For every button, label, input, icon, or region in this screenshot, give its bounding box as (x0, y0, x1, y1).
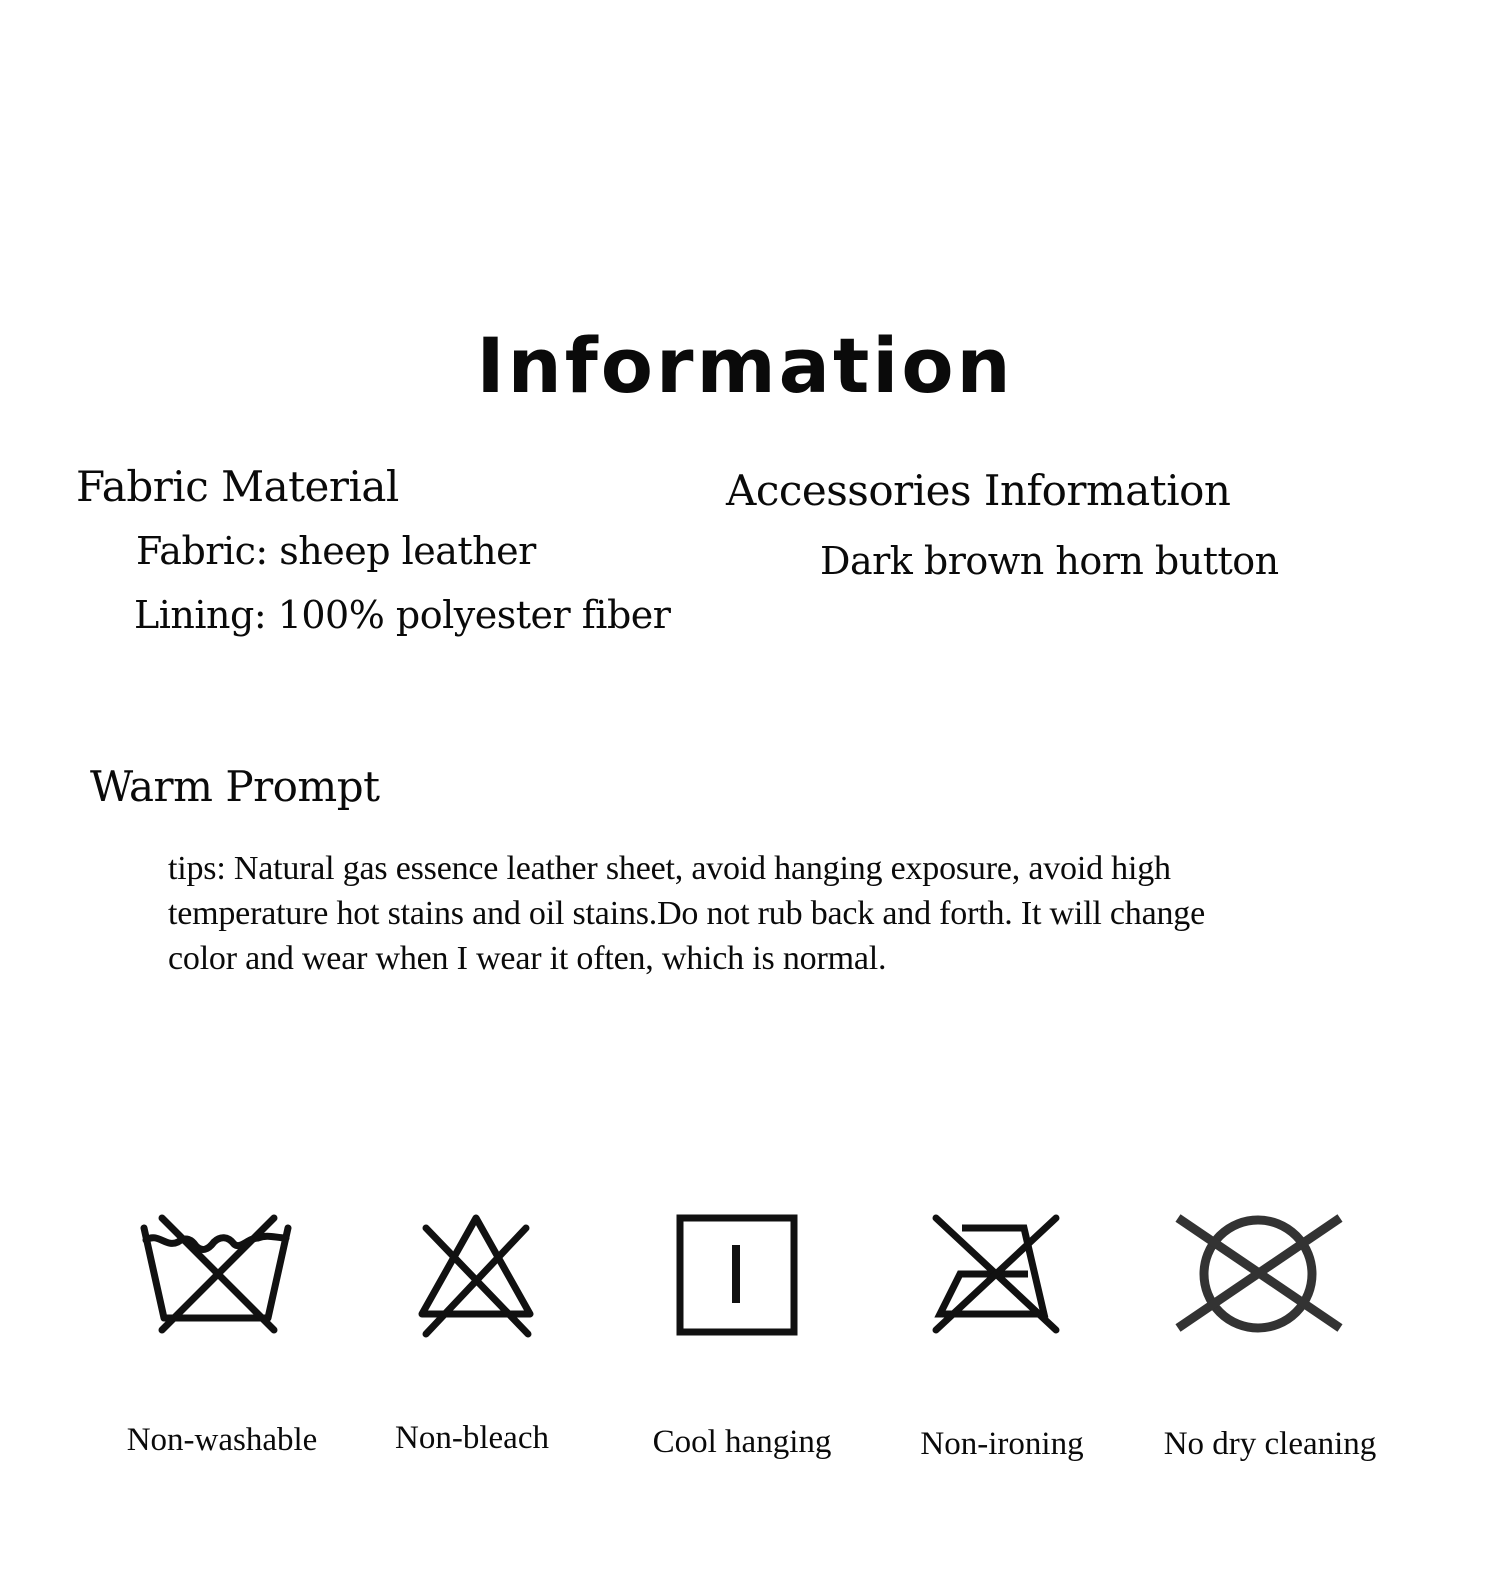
care-label-cool-hanging: Cool hanging (652, 1424, 832, 1460)
tips-line: temperature hot stains and oil stains.Do not rub back and forth. It will change (168, 895, 1205, 932)
tips-line: color and wear when I wear it often, which is normal. (168, 940, 887, 977)
tips-paragraph (168, 846, 1378, 981)
page-title: Information (476, 321, 1014, 410)
fabric-material-heading: Fabric Material (76, 462, 399, 511)
cool-hanging-icon (676, 1214, 798, 1336)
accessory-value: Dark brown horn button (820, 539, 1279, 583)
tips-line: tips: Natural gas essence leather sheet, avoid hanging exposure, avoid high (168, 850, 1171, 887)
fabric-value: Fabric: sheep leather (136, 529, 536, 573)
accessories-heading: Accessories Information (726, 466, 1231, 515)
care-label-non-bleach: Non-bleach (395, 1420, 549, 1456)
care-label-non-washable: Non-washable (126, 1422, 318, 1458)
care-label-non-ironing: Non-ironing (920, 1426, 1084, 1462)
non-ironing-icon (928, 1210, 1064, 1340)
lining-value: Lining: 100% polyester fiber (134, 593, 671, 637)
non-washable-icon (136, 1210, 300, 1340)
warm-prompt-heading: Warm Prompt (90, 762, 380, 811)
care-label-no-dry-cleaning: No dry cleaning (1163, 1426, 1377, 1462)
no-dry-cleaning-icon (1170, 1210, 1346, 1340)
non-bleach-icon (412, 1210, 542, 1340)
